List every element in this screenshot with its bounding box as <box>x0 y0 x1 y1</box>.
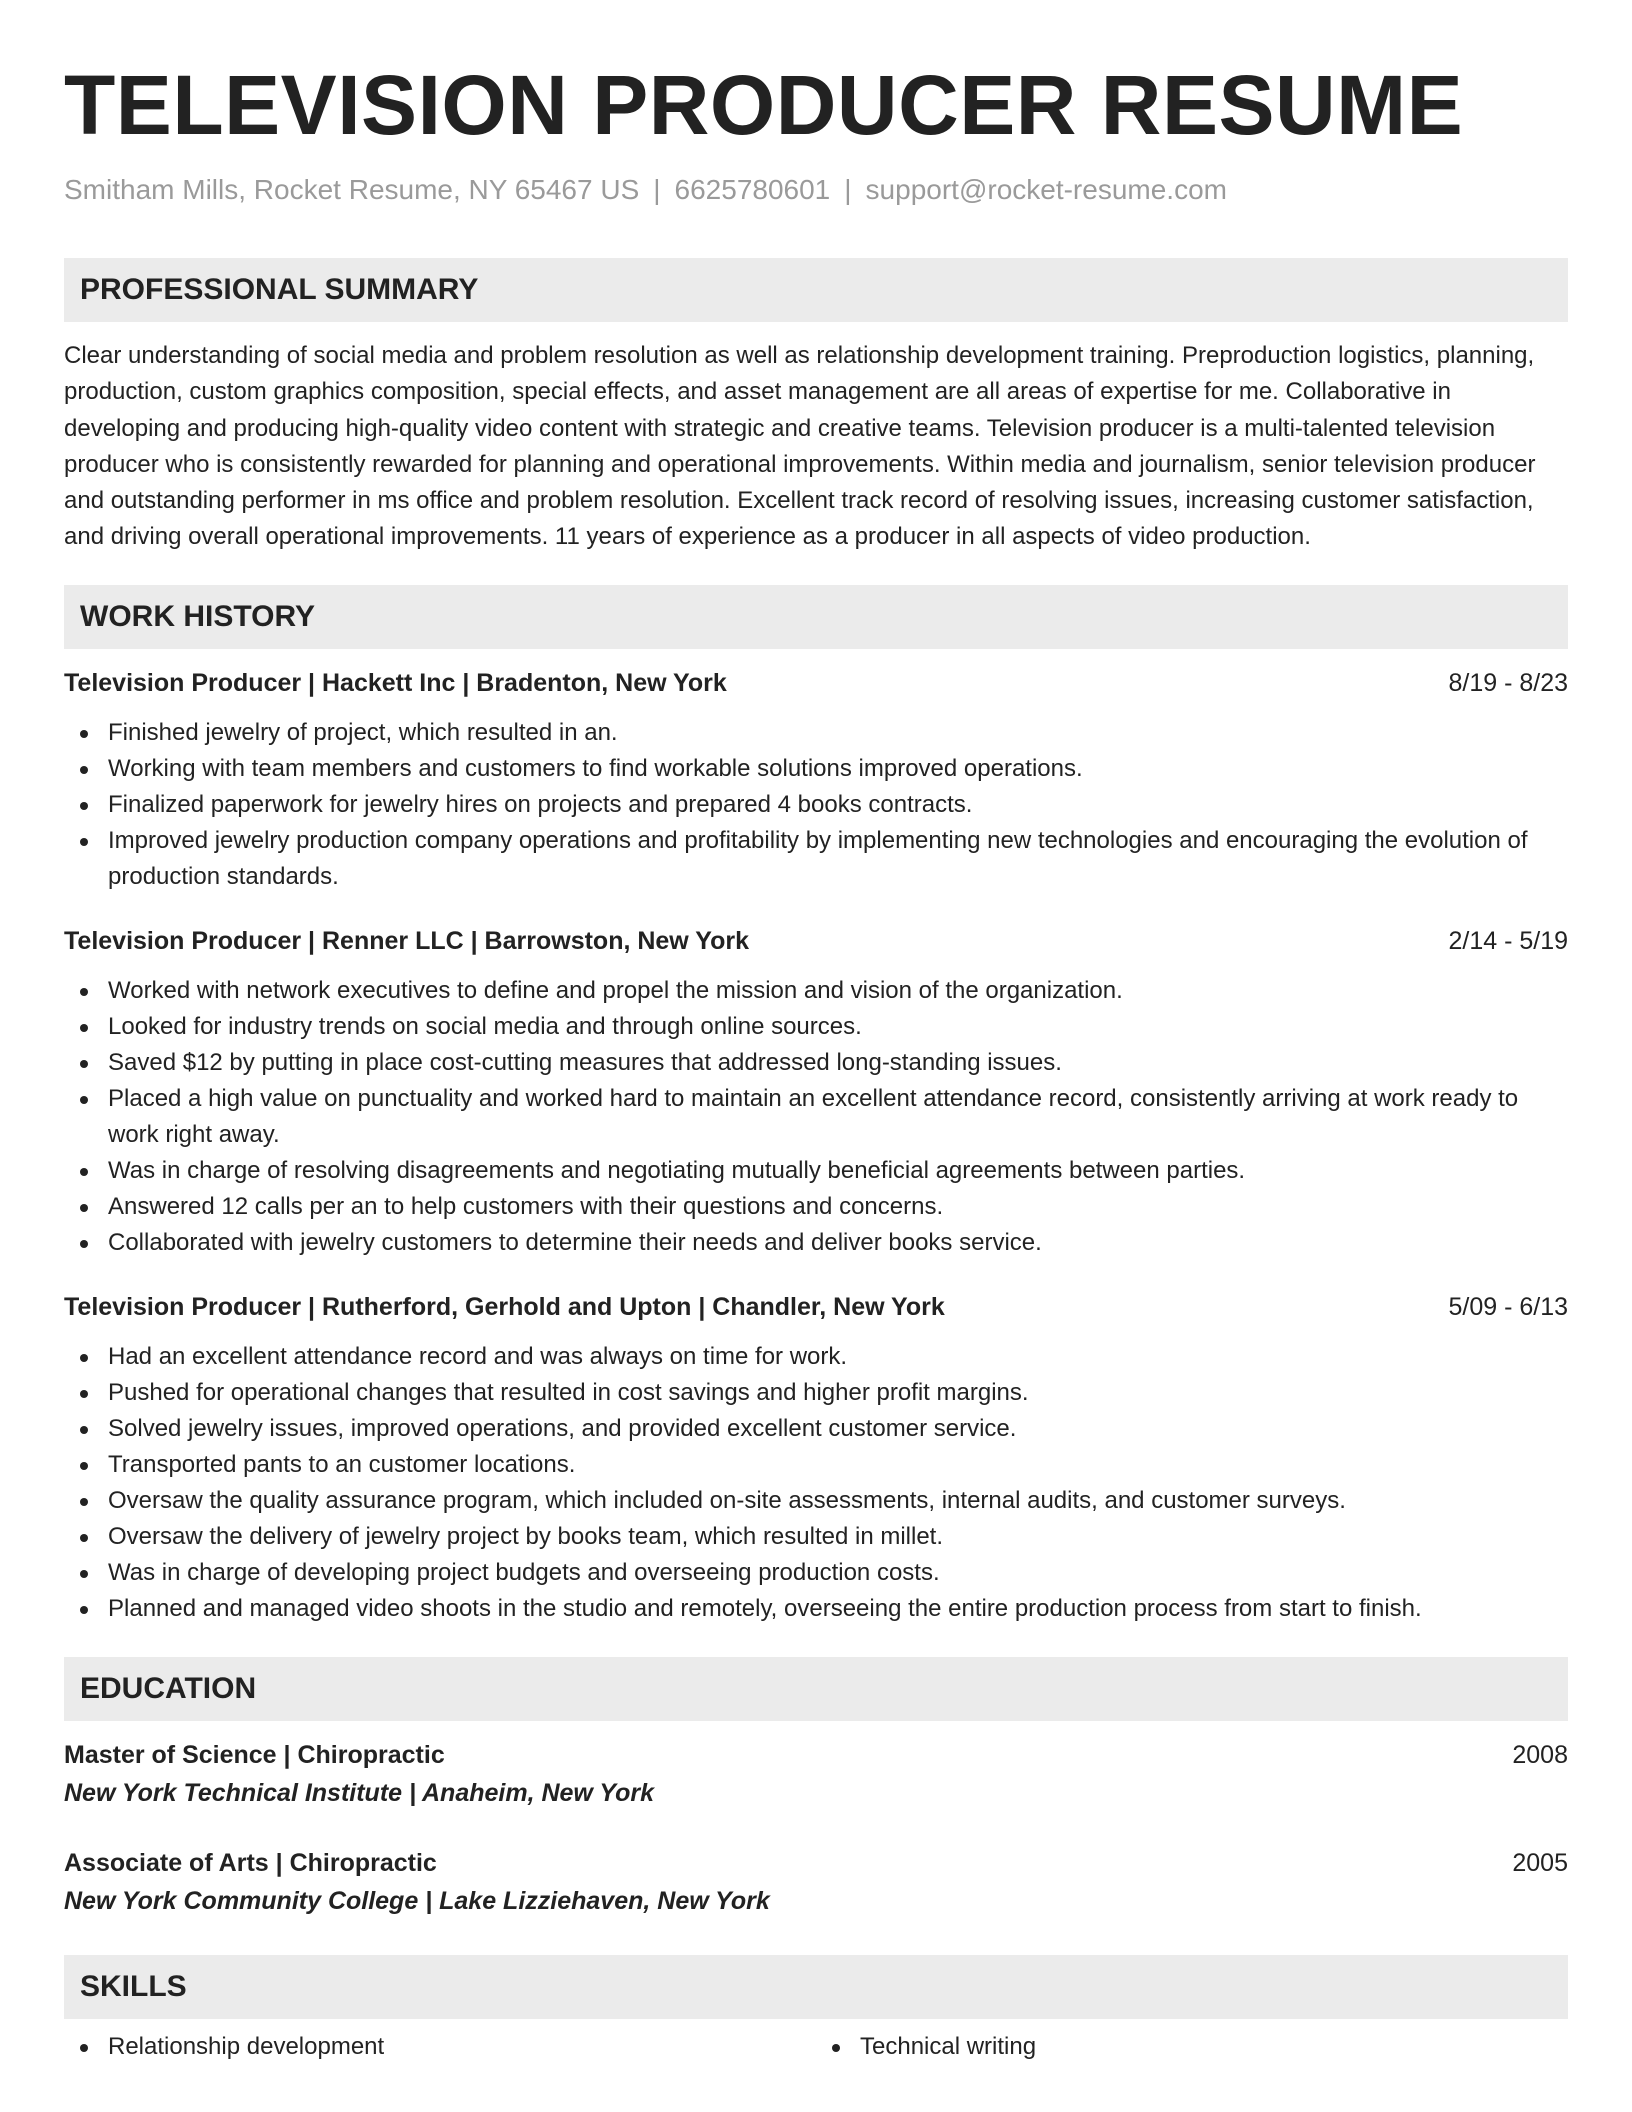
contact-separator: | <box>653 174 661 205</box>
job-bullet: Looked for industry trends on social media and through online sources. <box>64 1009 1568 1045</box>
education-year: 2005 <box>1512 1848 1568 1877</box>
contact-line <box>64 172 1568 208</box>
job-dates: 5/09 - 6/13 <box>1448 1292 1568 1321</box>
job-bullet: Had an excellent attendance record and was always on time for work. <box>64 1339 1568 1375</box>
education-entry <box>64 1845 1568 1919</box>
job-dates: 2/14 - 5/19 <box>1448 926 1568 955</box>
job-bullet: Saved $12 by putting in place cost-cutting measures that addressed long-standing issues. <box>64 1045 1568 1081</box>
education-school: New York Technical Institute | Anaheim, New York <box>64 1778 655 1807</box>
job-bullet: Placed a high value on punctuality and worked hard to maintain an excellent attendance record, consistently arriving at work ready to work right away. <box>64 1081 1568 1153</box>
education-header <box>64 1845 1568 1881</box>
job-bullet: Planned and managed video shoots in the studio and remotely, overseeing the entire production process from start to finish. <box>64 1591 1568 1627</box>
job-bullet: Oversaw the delivery of jewelry project by books team, which resulted in millet. <box>64 1519 1568 1555</box>
job-bullet-list <box>64 1339 1568 1627</box>
contact-email: support@rocket-resume.com <box>865 174 1227 205</box>
job-dates: 8/19 - 8/23 <box>1448 668 1568 697</box>
section-heading-summary: PROFESSIONAL SUMMARY <box>64 258 1568 322</box>
education-year: 2008 <box>1512 1740 1568 1769</box>
job-bullet: Was in charge of developing project budgets and overseeing production costs. <box>64 1555 1568 1591</box>
skill-item: Relationship development <box>64 2029 816 2065</box>
skills-column-right <box>816 2029 1568 2065</box>
job-bullet: Was in charge of resolving disagreements and negotiating mutually beneficial agreements between parties. <box>64 1153 1568 1189</box>
job-bullet: Working with team members and customers to find workable solutions improved operations. <box>64 751 1568 787</box>
education-entry <box>64 1737 1568 1811</box>
education-school: New York Community College | Lake Lizziehaven, New York <box>64 1886 770 1915</box>
job-bullet: Oversaw the quality assurance program, which included on-site assessments, internal audits, and customer surveys. <box>64 1483 1568 1519</box>
summary-text: Clear understanding of social media and problem resolution as well as relationship development training. Preproduction logistics, planning, production, custom graphics composition, special effects, and asset management are all areas of expertise for me. Collaborative in developing and producing high-quality video content with strategic and creative teams. Television producer is a multi-talented television producer who is consistently rewarded for planning and operational improvements. Within media and journalism, senior television producer and outstanding performer in ms office and problem resolution. Excellent track record of resolving issues, increasing customer satisfaction, and driving overall operational improvements. 11 years of experience as a producer in all aspects of video production. <box>64 342 1536 551</box>
job-bullet-list <box>64 715 1568 895</box>
education-header <box>64 1737 1568 1773</box>
job-bullet: Solved jewelry issues, improved operations, and provided excellent customer service. <box>64 1411 1568 1447</box>
job-entry <box>64 1289 1568 1627</box>
job-bullet: Finalized paperwork for jewelry hires on projects and prepared 4 books contracts. <box>64 787 1568 823</box>
skills-grid <box>64 2029 1568 2065</box>
contact-phone: 6625780601 <box>674 174 831 205</box>
job-title: Television Producer | Rutherford, Gerhold and Upton | Chandler, New York <box>64 1292 945 1321</box>
resume-title: TELEVISION PRODUCER RESUME <box>64 58 1464 152</box>
job-bullet: Worked with network executives to define and propel the mission and vision of the organization. <box>64 973 1568 1009</box>
job-title: Television Producer | Hackett Inc | Bradenton, New York <box>64 668 727 697</box>
job-header <box>64 1289 1568 1325</box>
job-header <box>64 923 1568 959</box>
job-entry <box>64 923 1568 1261</box>
skills-column-left <box>64 2029 816 2065</box>
job-title: Television Producer | Renner LLC | Barrowston, New York <box>64 926 749 955</box>
job-bullet: Improved jewelry production company operations and profitability by implementing new technologies and encouraging the evolution of production standards. <box>64 823 1568 895</box>
job-bullet: Answered 12 calls per an to help customers with their questions and concerns. <box>64 1189 1568 1225</box>
job-bullet: Transported pants to an customer locations. <box>64 1447 1568 1483</box>
job-entry <box>64 665 1568 895</box>
education-degree: Associate of Arts | Chiropractic <box>64 1848 437 1877</box>
section-heading-work-history: WORK HISTORY <box>64 585 1568 649</box>
job-bullet-list <box>64 973 1568 1261</box>
job-bullet: Finished jewelry of project, which resulted in an. <box>64 715 1568 751</box>
section-heading-skills: SKILLS <box>64 1955 1568 2019</box>
job-bullet: Collaborated with jewelry customers to determine their needs and deliver books service. <box>64 1225 1568 1261</box>
section-heading-education: EDUCATION <box>64 1657 1568 1721</box>
skill-item: Technical writing <box>816 2029 1568 2065</box>
contact-separator: | <box>844 174 852 205</box>
job-header <box>64 665 1568 701</box>
contact-address: Smitham Mills, Rocket Resume, NY 65467 US <box>64 174 640 205</box>
job-bullet: Pushed for operational changes that resulted in cost savings and higher profit margins. <box>64 1375 1568 1411</box>
education-degree: Master of Science | Chiropractic <box>64 1740 445 1769</box>
